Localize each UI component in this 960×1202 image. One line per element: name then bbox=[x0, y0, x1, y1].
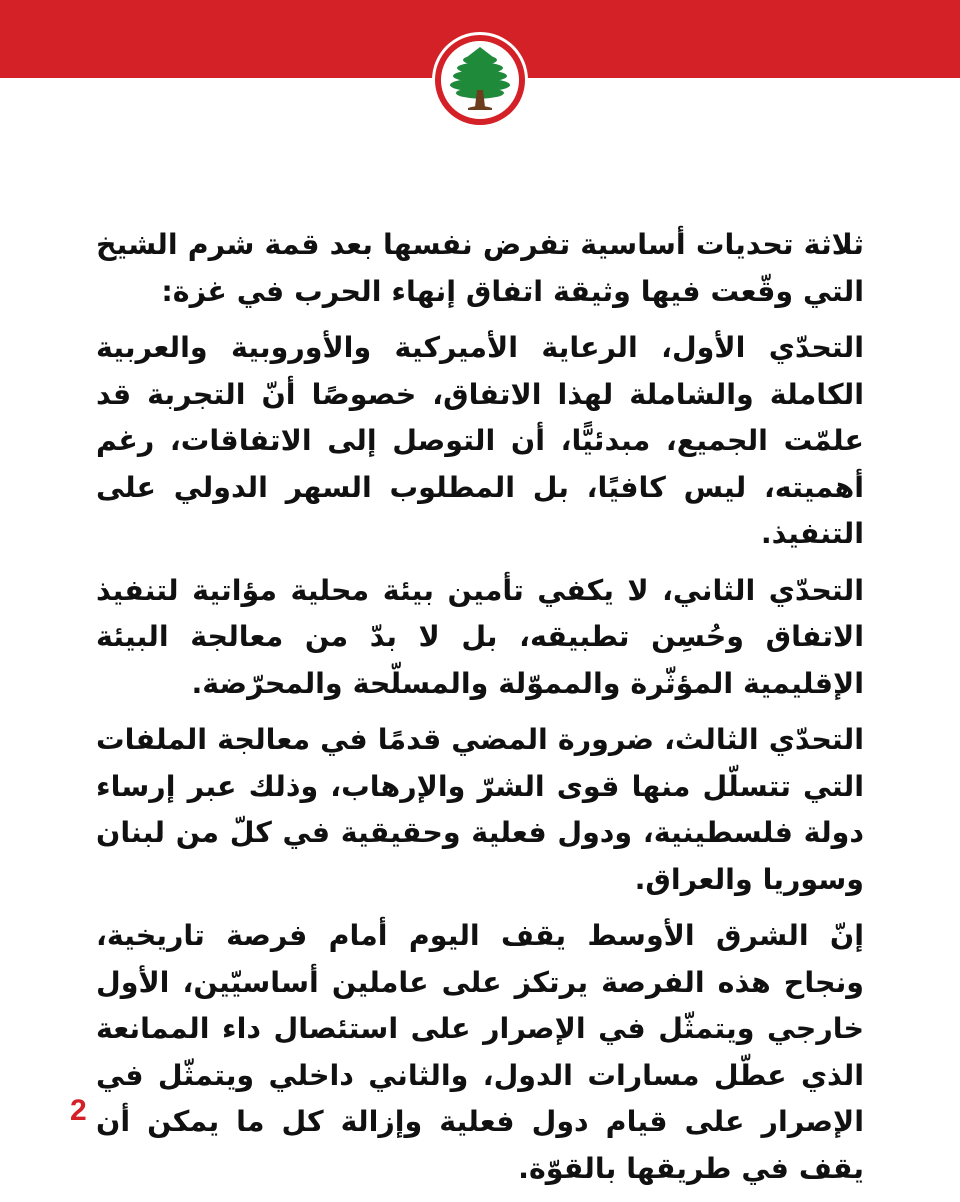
challenge-three-paragraph: التحدّي الثالث، ضرورة المضي قدمًا في معالجة الملفات التي تتسلّل منها قوى الشرّ والإرهاب، وذلك عبر إرساء دولة فلسطينية، ودول فعلية وحقيقية في كلّ من لبنان وسوريا والعراق. bbox=[96, 723, 864, 896]
challenge-one-paragraph: التحدّي الأول، الرعاية الأميركية والأوروبية والعربية الكاملة والشاملة لهذا الاتفاق، خصوصًا أنّ التجربة قد علمّت الجميع، مبدئيًّا، أن التوصل إلى الاتفاقات، رغم أهميته، ليس كافيًا، بل المطلوب السهر الدولي على التنفيذ. bbox=[96, 331, 864, 550]
page-number: 2 bbox=[70, 1094, 87, 1127]
article-body bbox=[96, 222, 864, 1202]
cedar-tree-icon bbox=[430, 30, 530, 130]
intro-paragraph: ثلاثة تحديات أساسية تفرض نفسها بعد قمة شرم الشيخ التي وقّعت فيها وثيقة اتفاق إنهاء الحرب في غزة: bbox=[96, 228, 864, 308]
conclusion-paragraph: إنّ الشرق الأوسط يقف اليوم أمام فرصة تاريخية، ونجاح هذه الفرصة يرتكز على عاملين أساسيّين، الأول خارجي ويتمثّل في الإصرار على استئصال داء الممانعة الذي عطّل مسارات الدول، والثاني داخلي ويتمثّل في الإصرار على قيام دول فعلية وإزالة كل ما يمكن أن يقف في طريقها بالقوّة. bbox=[96, 919, 864, 1185]
challenge-two-paragraph: التحدّي الثاني، لا يكفي تأمين بيئة محلية مؤاتية لتنفيذ الاتفاق وحُسِن تطبيقه، بل لا بدّ من معالجة البيئة الإقليمية المؤثّرة والمموّلة والمسلّحة والمحرّضة. bbox=[96, 573, 864, 700]
